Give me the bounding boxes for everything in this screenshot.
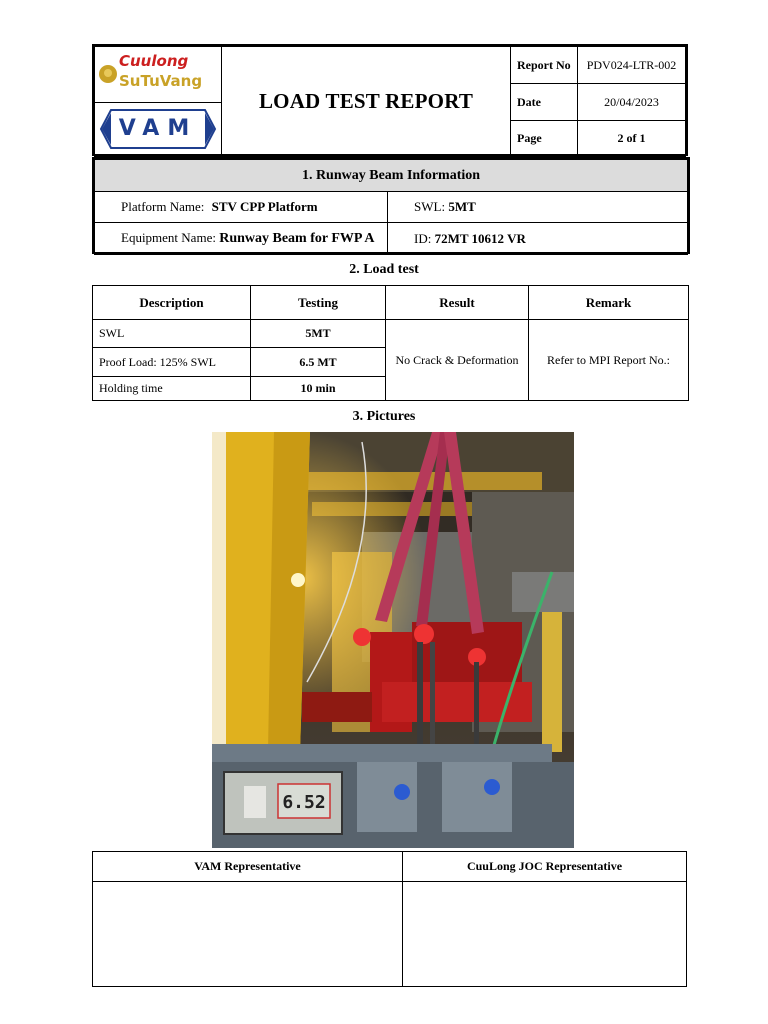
page-value: 2 of 1	[578, 121, 686, 157]
col-description: Description	[93, 286, 251, 320]
swl	[388, 192, 688, 223]
platform-value: STV CPP Platform	[211, 199, 318, 214]
runway-beam-information	[92, 157, 690, 254]
result-value: No Crack & Deformation	[386, 320, 529, 401]
remark-value: Refer to MPI Report No.:	[529, 320, 689, 401]
report-header	[92, 44, 688, 156]
page-label: Page	[511, 121, 578, 157]
equipment-label: Equipment Name:	[121, 230, 220, 245]
vam-logo	[95, 103, 221, 156]
row-swl-description: SWL	[93, 320, 251, 348]
id-label: ID:	[414, 230, 435, 246]
load-test-photo-image	[212, 432, 574, 848]
vam-wordmark: VAM	[118, 116, 198, 141]
scale-reading: 6.52	[282, 792, 326, 813]
section-1-heading: 1. Runway Beam Information	[95, 160, 688, 192]
cuulong-representative-label: CuuLong JOC Representative	[403, 852, 687, 882]
col-remark: Remark	[529, 286, 689, 320]
row-swl-testing: 5MT	[251, 320, 386, 348]
date-label: Date	[511, 84, 578, 121]
report-title: LOAD TEST REPORT	[222, 47, 511, 157]
section-3-heading: 3. Pictures	[352, 409, 416, 424]
cuulong-signature-box[interactable]	[403, 882, 687, 987]
report-no-value: PDV024-LTR-002	[578, 47, 686, 84]
vam-representative-label: VAM Representative	[93, 852, 403, 882]
swl-label: SWL:	[414, 199, 449, 214]
row-proof-description: Proof Load: 125% SWL	[93, 348, 251, 377]
report-no-label: Report No	[511, 47, 578, 84]
col-result: Result	[386, 286, 529, 320]
logo-cell	[95, 47, 222, 157]
swl-value: 5MT	[448, 199, 476, 214]
equipment-name	[95, 223, 388, 255]
equipment-value: Runway Beam for FWP A	[219, 231, 375, 246]
platform-name	[95, 192, 388, 223]
lion-icon	[98, 62, 118, 84]
section-2-heading: 2. Load test	[349, 262, 419, 277]
col-testing: Testing	[251, 286, 386, 320]
equipment-id	[388, 223, 688, 255]
row-holding-description: Holding time	[93, 377, 251, 401]
row-holding-testing: 10 min	[251, 377, 386, 401]
cuulong-wordmark: Cuulong	[119, 52, 189, 70]
load-test-photo	[212, 432, 574, 848]
signature-table	[92, 851, 687, 987]
cuulong-logo	[95, 47, 221, 103]
vam-signature-box[interactable]	[93, 882, 403, 987]
id-value: 72MT 10612 VR	[434, 230, 526, 246]
row-proof-testing: 6.5 MT	[251, 348, 386, 377]
load-test-table	[92, 285, 689, 401]
date-value: 20/04/2023	[578, 84, 686, 121]
sutuvang-wordmark: SuTuVang	[119, 72, 203, 90]
platform-label: Platform Name:	[121, 199, 208, 214]
